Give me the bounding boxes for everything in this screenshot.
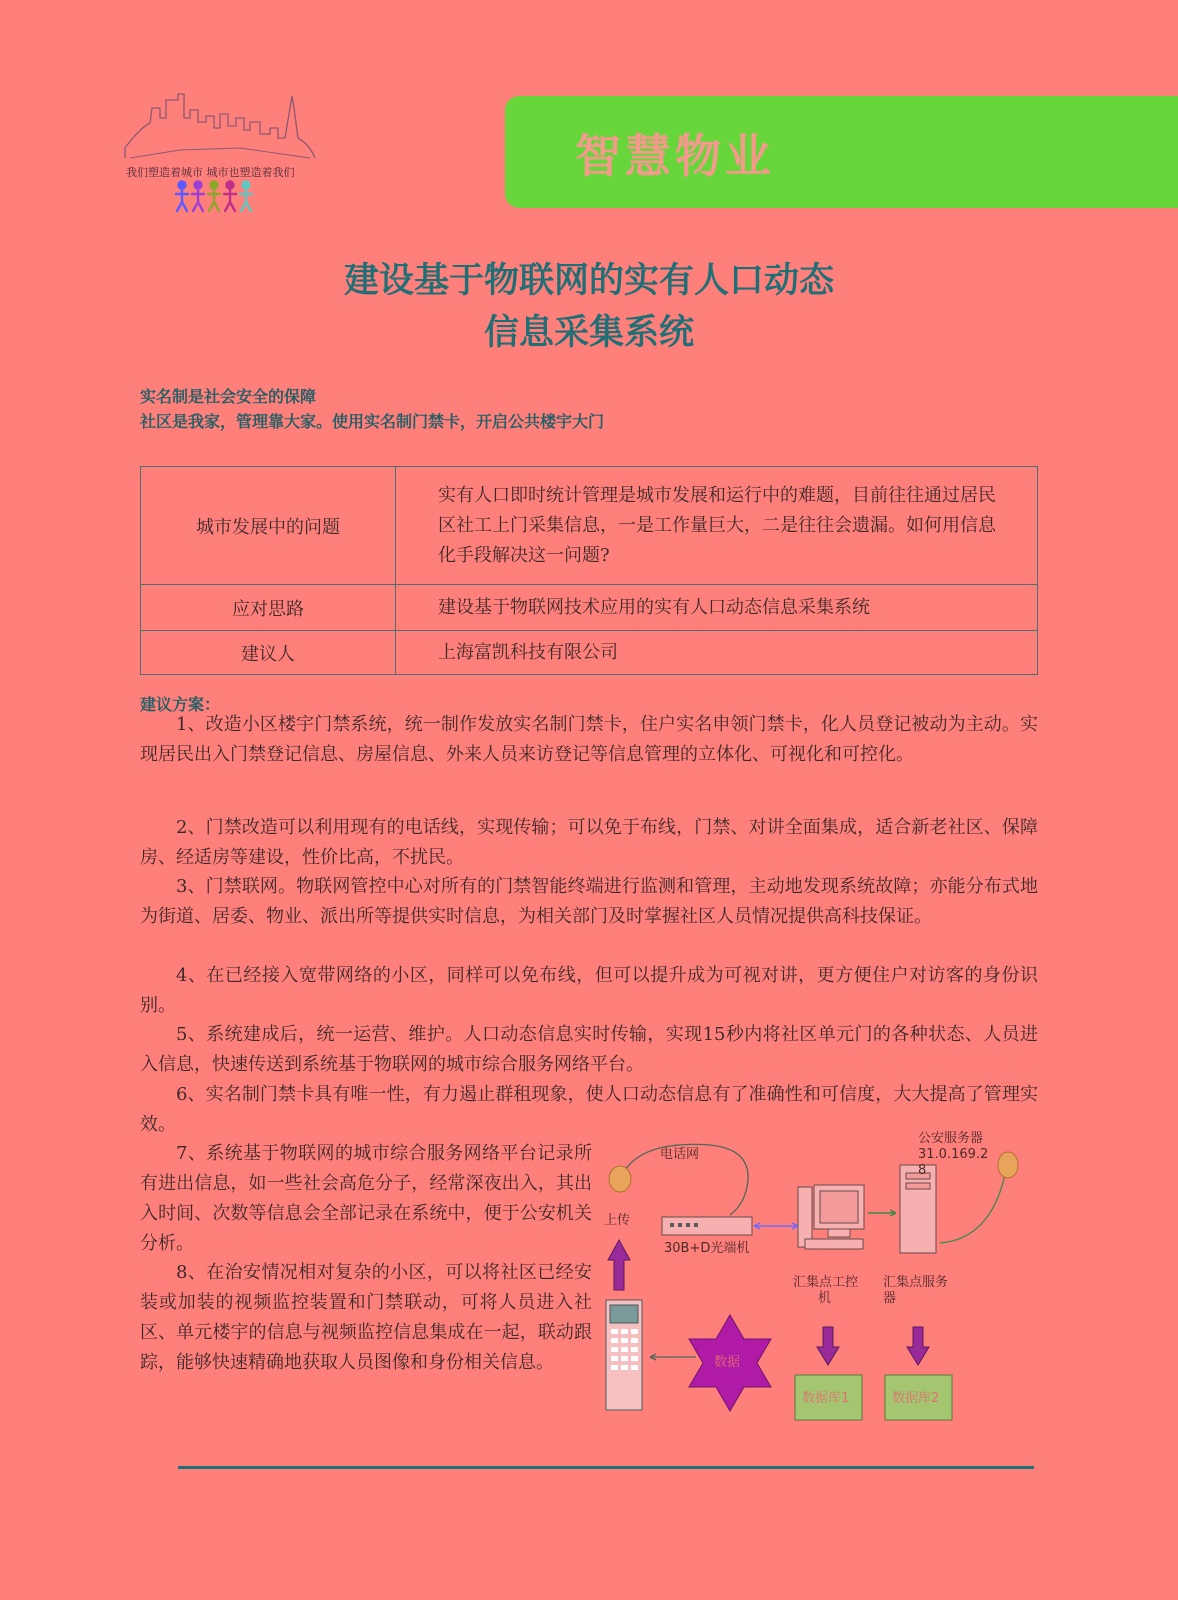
down-arrow-icon (907, 1327, 929, 1365)
proposal-item-5: 5、系统建成后，统一运营、维护。人口动态信息实时传输，实现15秒内将社区单元门的各种状态、人员进入信息，快速传送到系统基于物联网的城市综合服务网络平台。 (140, 1024, 1038, 1075)
skyline-icon (120, 88, 320, 163)
door-terminal-icon (606, 1300, 642, 1410)
table-key: 建议人 (141, 631, 396, 675)
proposal-item-3: 3、门禁联网。物联网管控中心对所有的门禁智能终端进行监测和管理，主动地发现系统故障；亦能分布式地为街道、居委、物业、派出所等提供实时信息，为相关部门及时掌握社区人员情况提供高科技保证。 (140, 876, 1038, 927)
phone-net-label: 电话网 (660, 1147, 700, 1162)
system-diagram (600, 1131, 1040, 1435)
page-title (0, 255, 1178, 359)
police-link-icon (940, 1175, 1005, 1243)
optical-terminal-label: 30B+D光端机 (664, 1241, 750, 1256)
subhead-line-1: 实名制是社会安全的保障 (140, 387, 317, 406)
table-row (141, 467, 1038, 585)
info-table (140, 466, 1038, 675)
police-server-label-1: 公安服务器 (918, 1131, 984, 1146)
proposal-item-1: 1、改造小区楼宇门禁系统，统一制作发放实名制门禁卡，住户实名申领门禁卡，化人员登记被动为主动。实现居民出入门禁登记信息、房屋信息、外来人员来访登记等信息管理的立体化、可视化和可控化。 (140, 714, 1038, 765)
phone-node-icon (609, 1166, 631, 1192)
data-label: 数据 (714, 1355, 741, 1370)
table-key: 应对思路 (141, 585, 396, 631)
optical-terminal-icon (662, 1217, 752, 1235)
subheading (140, 384, 604, 434)
people-icon (172, 180, 272, 214)
title-line-1: 建设基于物联网的实有人口动态 (343, 261, 834, 301)
banner-title: 智慧物业 (575, 129, 775, 183)
upload-label: 上传 (604, 1213, 631, 1228)
table-value: 实有人口即时统计管理是城市发展和运行中的难题，目前往往通过居民区社工上门采集信息，一是工作量巨大，二是往往会遗漏。如何用信息化手段解决这一问题? (396, 467, 1038, 585)
table-value: 上海富凯科技有限公司 (396, 631, 1038, 675)
title-line-2: 信息采集系统 (483, 313, 694, 353)
proposal-label: 建议方案： (140, 695, 221, 714)
proposal-item-8: 8、在治安情况相对复杂的小区，可以将社区已经安装或加装的视频监控装置和门禁联动，可将人员进入社区、单元楼宇的信息与视频监控信息集成在一起，联动跟踪，能够快速精确地获取人员图像和身份相关信息。 (140, 1262, 592, 1373)
subhead-line-2: 社区是我家，管理靠大家。使用实名制门禁卡，开启公共楼宇大门 (140, 412, 605, 431)
upload-arrow-icon (608, 1240, 630, 1290)
section-banner (505, 96, 1178, 208)
table-row (141, 631, 1038, 675)
computer-icon (798, 1185, 864, 1249)
bottom-rule (178, 1466, 1034, 1469)
logo-slogan: 我们塑造着城市 城市也塑造着我们 (126, 166, 295, 179)
police-server-label-2: 31.0.169.2 (918, 1147, 989, 1162)
police-server-icon (998, 1152, 1018, 1178)
ipc-label-2: 机 (818, 1291, 832, 1306)
table-key: 城市发展中的问题 (141, 467, 396, 585)
down-arrow-icon (817, 1327, 839, 1365)
police-server-label-3: 8 (918, 1163, 927, 1178)
proposal-item-6: 6、实名制门禁卡具有唯一性，有力遏止群租现象，使人口动态信息有了准确性和可信度，大大提高了管理实效。 (140, 1084, 1038, 1135)
table-row (141, 585, 1038, 631)
proposal-item-7: 7、系统基于物联网的城市综合服务网络平台记录所有进出信息，如一些社会高危分子，经常深夜出入，其出入时间、次数等信息会全部记录在系统中，便于公安机关分析。 (140, 1143, 592, 1254)
ipc-label-1: 汇集点工控 (793, 1275, 859, 1290)
database-2-label: 数据库2 (892, 1391, 940, 1406)
database-1-label: 数据库1 (802, 1391, 850, 1406)
proposal-item-2: 2、门禁改造可以利用现有的电话线，实现传输；可以免于布线，门禁、对讲全面集成，适合新老社区、保障房、经适房等建设，性价比高，不扰民。 (140, 817, 1038, 868)
server-label-2: 器 (883, 1291, 897, 1306)
logo (120, 88, 320, 218)
proposal-item-4: 4、在已经接入宽带网络的小区，同样可以免布线，但可以提升成为可视对讲，更方便住户对访客的身份识别。 (140, 965, 1038, 1016)
server-label-1: 汇集点服务 (883, 1275, 949, 1290)
table-value: 建设基于物联网技术应用的实有人口动态信息采集系统 (396, 585, 1038, 631)
